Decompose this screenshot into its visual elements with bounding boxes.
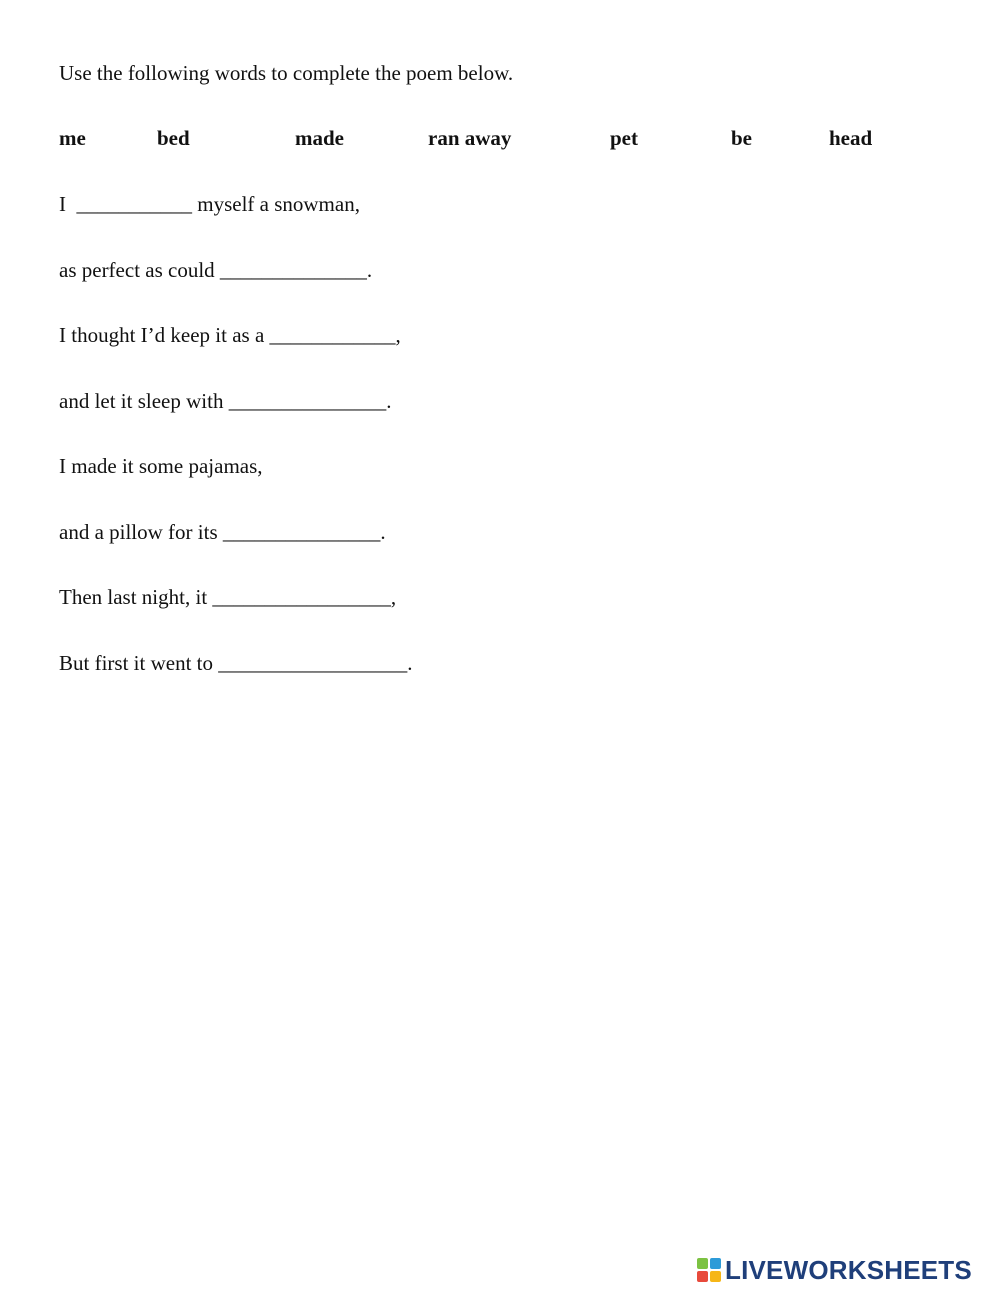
word-bank bbox=[0, 125, 1000, 151]
word-bank-item: bed bbox=[157, 126, 190, 150]
poem-line: as perfect as could ______________. bbox=[59, 258, 373, 282]
logo-mark-tile bbox=[697, 1271, 708, 1282]
logo-mark-icon bbox=[697, 1258, 721, 1282]
word-bank-item: pet bbox=[610, 126, 638, 150]
poem-line: I made it some pajamas, bbox=[59, 454, 263, 478]
logo-mark-tile bbox=[697, 1258, 708, 1269]
word-bank-item: ran away bbox=[428, 126, 512, 150]
logo-text: LIVEWORKSHEETS bbox=[725, 1255, 972, 1285]
poem-line: and a pillow for its _______________. bbox=[59, 520, 386, 544]
poem-line: I ___________ myself a snowman, bbox=[59, 192, 360, 216]
word-bank-item: made bbox=[295, 126, 344, 150]
poem-line: I thought I’d keep it as a ____________, bbox=[59, 323, 401, 347]
logo-mark-tile bbox=[710, 1271, 721, 1282]
liveworksheets-logo bbox=[697, 1255, 972, 1285]
word-bank-item: head bbox=[829, 126, 873, 150]
poem-line: and let it sleep with _______________. bbox=[59, 389, 392, 413]
instruction-text: Use the following words to complete the poem below. bbox=[59, 61, 514, 85]
logo-mark-tile bbox=[710, 1258, 721, 1269]
word-bank-item: be bbox=[731, 126, 752, 150]
word-bank-item: me bbox=[59, 126, 86, 150]
poem-line: But first it went to __________________. bbox=[59, 651, 413, 675]
poem-line: Then last night, it _________________, bbox=[59, 585, 397, 609]
